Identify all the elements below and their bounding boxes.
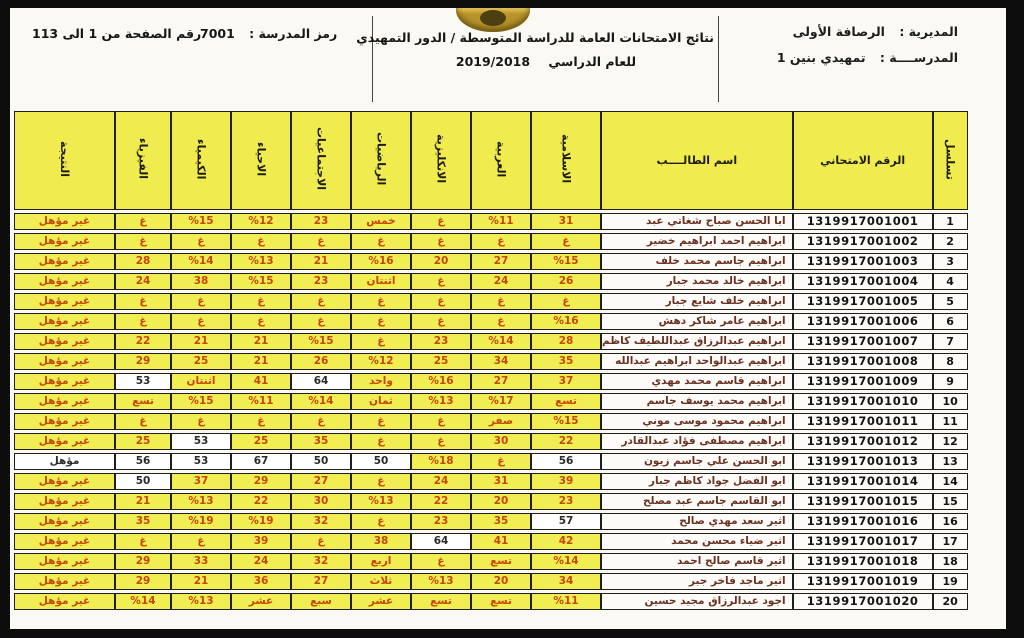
grade-cell: 37 [531, 373, 601, 390]
exam-number-cell: 1319917001019 [793, 573, 933, 590]
grade-cell: 23 [291, 213, 351, 230]
exam-number-cell: 1319917001008 [793, 353, 933, 370]
grade-cell: 22 [531, 433, 601, 450]
table-row [14, 353, 968, 370]
serial-cell: 18 [933, 553, 968, 570]
grade-cell: غ [171, 413, 231, 430]
student-name-cell: ابراهيم عامر شاكر دهش [601, 313, 793, 330]
table-row [14, 593, 968, 610]
student-name-cell: اثير ماجد فاخر جبر [601, 573, 793, 590]
results-page [10, 8, 1006, 638]
serial-cell: 11 [933, 413, 968, 430]
grade-cell: غ [411, 233, 471, 250]
serial-cell: 10 [933, 393, 968, 410]
serial-cell: 3 [933, 253, 968, 270]
grade-cell: 50 [115, 473, 171, 490]
table-row [14, 553, 968, 570]
grade-cell: صفر [471, 413, 531, 430]
grade-cell: غ [231, 233, 291, 250]
student-name-cell: ابراهيم مصطفى فؤاد عبدالقادر [601, 433, 793, 450]
grade-cell: 56 [115, 453, 171, 470]
grade-cell: %16 [411, 373, 471, 390]
grade-cell: %15 [531, 413, 601, 430]
grade-cell: %13 [411, 573, 471, 590]
grade-cell: 21 [171, 573, 231, 590]
bottom-letterbox-bar [0, 629, 1024, 638]
grade-cell: غ [411, 273, 471, 290]
grade-cell: غ [291, 233, 351, 250]
grade-cell: 24 [115, 273, 171, 290]
grade-cell: اثنتان [171, 373, 231, 390]
grade-cell: %15 [291, 333, 351, 350]
grade-cell: غ [411, 553, 471, 570]
grade-cell: 25 [411, 353, 471, 370]
grade-cell: 27 [471, 373, 531, 390]
grade-cell: 36 [231, 573, 291, 590]
grade-cell: 27 [471, 253, 531, 270]
grade-cell: 24 [471, 273, 531, 290]
grade-cell: 27 [291, 473, 351, 490]
student-name-cell: اثير قاسم صالح احمد [601, 553, 793, 570]
header-subject-english: الانكليزية [411, 111, 471, 210]
header-exam-number: الرقم الامتحاني [793, 111, 933, 210]
student-name-cell: ابراهيم احمد ابراهيم خضير [601, 233, 793, 250]
grade-cell: غ [471, 313, 531, 330]
grade-cell: غ [411, 433, 471, 450]
grade-cell: 21 [171, 333, 231, 350]
grade-cell: تسع [115, 393, 171, 410]
grade-cell: 25 [231, 433, 291, 450]
table-row [14, 393, 968, 410]
serial-cell: 5 [933, 293, 968, 310]
table-row [14, 573, 968, 590]
directorate-label: المديرية : [899, 24, 958, 39]
grade-cell: غ [171, 533, 231, 550]
grade-cell: %16 [351, 253, 411, 270]
grade-cell: 39 [231, 533, 291, 550]
exam-number-cell: 1319917001012 [793, 433, 933, 450]
exam-number-cell: 1319917001014 [793, 473, 933, 490]
grade-cell: %11 [471, 213, 531, 230]
grade-cell: 32 [291, 513, 351, 530]
grade-cell: 29 [231, 473, 291, 490]
serial-cell: 15 [933, 493, 968, 510]
result-cell: غير مؤهل [14, 333, 115, 350]
grade-cell: 23 [291, 273, 351, 290]
grade-cell: تسع [471, 553, 531, 570]
grade-cell: 33 [171, 553, 231, 570]
grade-cell: غ [115, 533, 171, 550]
grade-cell: 37 [171, 473, 231, 490]
academic-year-line [378, 54, 714, 69]
grade-cell: تسع [411, 593, 471, 610]
table-row [14, 433, 968, 450]
result-cell: غير مؤهل [14, 493, 115, 510]
student-name-cell: ابراهيم محمود موسى موني [601, 413, 793, 430]
student-name-cell: ابو الفضل جواد كاظم جبار [601, 473, 793, 490]
grade-cell: 26 [531, 273, 601, 290]
grade-cell: غ [291, 533, 351, 550]
school-value: تمهيدي بنين 1 [776, 50, 866, 65]
grade-cell: 64 [291, 373, 351, 390]
serial-cell: 16 [933, 513, 968, 530]
table-header [14, 111, 968, 210]
student-name-cell: ابو الحسن علي جاسم زيون [601, 453, 793, 470]
grade-cell: غ [471, 233, 531, 250]
grade-cell: %14 [115, 593, 171, 610]
student-name-cell: ابو القاسم جاسم عبد مصلح [601, 493, 793, 510]
grade-cell: %13 [171, 493, 231, 510]
exam-number-cell: 1319917001006 [793, 313, 933, 330]
grade-cell: غ [351, 313, 411, 330]
exam-number-cell: 1319917001015 [793, 493, 933, 510]
grade-cell: 29 [115, 553, 171, 570]
exam-number-cell: 1319917001016 [793, 513, 933, 530]
grade-cell: 22 [115, 333, 171, 350]
grade-cell: 20 [411, 253, 471, 270]
grade-cell: غ [351, 233, 411, 250]
grade-cell: سبع [291, 593, 351, 610]
grade-cell: غ [411, 413, 471, 430]
grade-cell: غ [115, 293, 171, 310]
grade-cell: غ [411, 313, 471, 330]
grade-cell: 53 [115, 373, 171, 390]
table-row [14, 413, 968, 430]
grade-cell: 29 [115, 573, 171, 590]
year-value: 2019/2018 [455, 54, 531, 69]
exam-number-cell: 1319917001010 [793, 393, 933, 410]
emblem-core [480, 10, 506, 26]
student-name-cell: ابراهيم عبدالرزاق عبداللطيف كاظم [601, 333, 793, 350]
grade-cell: 32 [291, 553, 351, 570]
exam-number-cell: 1319917001020 [793, 593, 933, 610]
student-name-cell: اجود عبدالرزاق مجيد حسين [601, 593, 793, 610]
exam-number-cell: 1319917001011 [793, 413, 933, 430]
grade-cell: غ [115, 413, 171, 430]
grade-cell: واحد [351, 373, 411, 390]
grade-cell: تسع [531, 393, 601, 410]
table-row [14, 333, 968, 350]
grade-cell: 28 [531, 333, 601, 350]
result-cell: غير مؤهل [14, 273, 115, 290]
table-row [14, 233, 968, 250]
serial-cell: 17 [933, 533, 968, 550]
grade-cell: 39 [531, 473, 601, 490]
results-table [14, 108, 968, 613]
serial-cell: 7 [933, 333, 968, 350]
header-student-name: اسم الطالــــب [601, 111, 793, 210]
grade-cell: %19 [231, 513, 291, 530]
header-serial: تسلسل [933, 111, 968, 210]
grade-cell: 21 [291, 253, 351, 270]
serial-cell: 19 [933, 573, 968, 590]
grade-cell: %13 [351, 493, 411, 510]
grade-cell: %13 [411, 393, 471, 410]
grade-cell: 21 [115, 493, 171, 510]
page-range: رقم الصفحة من 1 الى 113 [32, 26, 202, 41]
result-cell: غير مؤهل [14, 593, 115, 610]
grade-cell: غ [291, 293, 351, 310]
serial-cell: 2 [933, 233, 968, 250]
result-cell: غير مؤهل [14, 573, 115, 590]
grade-cell: غ [115, 213, 171, 230]
result-cell: غير مؤهل [14, 373, 115, 390]
grade-cell: اربع [351, 553, 411, 570]
grade-cell: %16 [531, 313, 601, 330]
grade-cell: 57 [531, 513, 601, 530]
grade-cell: 53 [171, 453, 231, 470]
result-cell: غير مؤهل [14, 513, 115, 530]
grade-cell: 25 [171, 353, 231, 370]
grade-cell: 27 [291, 573, 351, 590]
grade-cell: 29 [115, 353, 171, 370]
grade-cell: %14 [531, 553, 601, 570]
grade-cell: غ [231, 413, 291, 430]
grade-cell: 35 [115, 513, 171, 530]
grade-cell: 22 [411, 493, 471, 510]
header-subject-biology: الاحياء [231, 111, 291, 210]
header-divider-right [718, 16, 719, 102]
grade-cell: غ [471, 293, 531, 310]
grade-cell: غ [351, 413, 411, 430]
exam-number-cell: 1319917001004 [793, 273, 933, 290]
exam-number-cell: 1319917001005 [793, 293, 933, 310]
exam-number-cell: 1319917001003 [793, 253, 933, 270]
grade-cell: 30 [471, 433, 531, 450]
grade-cell: 30 [291, 493, 351, 510]
grade-cell: غ [351, 293, 411, 310]
school-code-block [200, 26, 337, 41]
header-divider-left [372, 16, 373, 102]
grade-cell: 41 [471, 533, 531, 550]
grade-cell: %14 [291, 393, 351, 410]
grade-cell: %14 [171, 253, 231, 270]
grade-cell: %13 [171, 593, 231, 610]
exam-number-cell: 1319917001013 [793, 453, 933, 470]
grade-cell: تسع [471, 593, 531, 610]
student-name-cell: ابراهيم عبدالواحد ابراهيم عبدالله [601, 353, 793, 370]
grade-cell: %12 [231, 213, 291, 230]
exam-number-cell: 1319917001002 [793, 233, 933, 250]
serial-cell: 14 [933, 473, 968, 490]
exam-number-cell: 1319917001017 [793, 533, 933, 550]
school-code-value: 7001 [200, 26, 235, 41]
grade-cell: غ [411, 213, 471, 230]
serial-cell: 4 [933, 273, 968, 290]
grade-cell: اثنتان [351, 273, 411, 290]
directorate-block [777, 24, 958, 76]
table-row [14, 253, 968, 270]
grade-cell: غ [231, 313, 291, 330]
table-row [14, 313, 968, 330]
serial-cell: 1 [933, 213, 968, 230]
table-row [14, 493, 968, 510]
directorate-value: الرصافة الأولى [792, 24, 885, 39]
student-name-cell: اثير ضياء محسن محمد [601, 533, 793, 550]
grade-cell: 31 [471, 473, 531, 490]
student-name-cell: ابا الحسن صباح شغاتي عبد [601, 213, 793, 230]
header-subject-islamic: الاسلامية [531, 111, 601, 210]
student-name-cell: اثير سعد مهدي صالح [601, 513, 793, 530]
grade-cell: 53 [171, 433, 231, 450]
table-row [14, 273, 968, 290]
result-cell: مؤهل [14, 453, 115, 470]
grade-cell: 35 [291, 433, 351, 450]
grade-cell: ثمان [351, 393, 411, 410]
grade-cell: %19 [171, 513, 231, 530]
serial-cell: 9 [933, 373, 968, 390]
header-subject-arabic: العربية [471, 111, 531, 210]
ministry-emblem-logo [456, 8, 530, 32]
school-label: المدرســــة : [879, 50, 958, 65]
grade-cell: غ [171, 293, 231, 310]
grade-cell: 50 [291, 453, 351, 470]
grade-cell: 64 [411, 533, 471, 550]
grade-cell: %11 [531, 593, 601, 610]
grade-cell: 28 [115, 253, 171, 270]
school-line [777, 50, 958, 65]
table-row [14, 453, 968, 470]
grade-cell: 42 [531, 533, 601, 550]
grade-cell: %14 [471, 333, 531, 350]
grade-cell: 22 [231, 493, 291, 510]
serial-cell: 6 [933, 313, 968, 330]
year-label: للعام الدراسي [548, 54, 637, 69]
header-subject-physics: الفيزياء [115, 111, 171, 210]
table-row [14, 293, 968, 310]
result-cell: غير مؤهل [14, 533, 115, 550]
grade-cell: 24 [231, 553, 291, 570]
grade-cell: عشر [231, 593, 291, 610]
exam-number-cell: 1319917001018 [793, 553, 933, 570]
page-title: نتائج الامتحانات العامة للدراسة المتوسطة / الدور التمهيدي [356, 30, 714, 45]
table-row [14, 513, 968, 530]
grade-cell: %18 [411, 453, 471, 470]
grade-cell: 67 [231, 453, 291, 470]
grade-cell: %15 [231, 273, 291, 290]
result-cell: غير مؤهل [14, 413, 115, 430]
grade-cell: 21 [231, 353, 291, 370]
header-subject-math: الرياضيات [351, 111, 411, 210]
grade-cell: 34 [531, 573, 601, 590]
grade-cell: غ [115, 233, 171, 250]
table-row [14, 533, 968, 550]
student-name-cell: ابراهيم قاسم محمد مهدي [601, 373, 793, 390]
grade-cell: %15 [171, 393, 231, 410]
result-cell: غير مؤهل [14, 253, 115, 270]
grade-cell: خمس [351, 213, 411, 230]
header-subject-chemistry: الكيمياء [171, 111, 231, 210]
grade-cell: 20 [471, 493, 531, 510]
student-name-cell: ابراهيم خلف شايع جبار [601, 293, 793, 310]
result-cell: غير مؤهل [14, 393, 115, 410]
serial-cell: 12 [933, 433, 968, 450]
student-name-cell: ابراهيم خالد محمد جبار [601, 273, 793, 290]
header-result: النتيجة [14, 111, 115, 210]
result-cell: غير مؤهل [14, 473, 115, 490]
grade-cell: 20 [471, 573, 531, 590]
result-cell: غير مؤهل [14, 233, 115, 250]
grade-cell: %17 [471, 393, 531, 410]
grade-cell: 24 [411, 473, 471, 490]
grade-cell: %15 [171, 213, 231, 230]
serial-cell: 20 [933, 593, 968, 610]
table-row [14, 473, 968, 490]
result-cell: غير مؤهل [14, 293, 115, 310]
grade-cell: غ [411, 293, 471, 310]
grade-cell: %13 [231, 253, 291, 270]
grade-cell: عشر [351, 593, 411, 610]
grade-cell: 31 [531, 213, 601, 230]
student-name-cell: ابراهيم محمد يوسف جاسم [601, 393, 793, 410]
result-cell: غير مؤهل [14, 433, 115, 450]
result-cell: غير مؤهل [14, 553, 115, 570]
table-row [14, 213, 968, 230]
grade-cell: غ [351, 333, 411, 350]
header-row [14, 111, 968, 210]
exam-number-cell: 1319917001001 [793, 213, 933, 230]
grade-cell: 38 [351, 533, 411, 550]
grade-cell: 23 [531, 493, 601, 510]
grade-cell: غ [115, 313, 171, 330]
grade-cell: 25 [115, 433, 171, 450]
serial-cell: 8 [933, 353, 968, 370]
serial-cell: 13 [933, 453, 968, 470]
directorate-line [777, 24, 958, 39]
grade-cell: 21 [231, 333, 291, 350]
grade-cell: غ [231, 293, 291, 310]
grade-cell: 50 [351, 453, 411, 470]
grade-cell: 26 [291, 353, 351, 370]
header-subject-social: الاجتماعيات [291, 111, 351, 210]
grade-cell: غ [171, 313, 231, 330]
student-name-cell: ابراهيم جاسم محمد خلف [601, 253, 793, 270]
grade-cell: ثلاث [351, 573, 411, 590]
grade-cell: غ [471, 453, 531, 470]
grade-cell: %15 [531, 253, 601, 270]
grade-cell: غ [351, 433, 411, 450]
grade-cell: 34 [471, 353, 531, 370]
result-cell: غير مؤهل [14, 353, 115, 370]
result-cell: غير مؤهل [14, 313, 115, 330]
grade-cell: غ [531, 293, 601, 310]
grade-cell: 35 [531, 353, 601, 370]
result-cell: غير مؤهل [14, 213, 115, 230]
grade-cell: %12 [351, 353, 411, 370]
grade-cell: %11 [231, 393, 291, 410]
grade-cell: 35 [471, 513, 531, 530]
grade-cell: 23 [411, 333, 471, 350]
grade-cell: 41 [231, 373, 291, 390]
table-row [14, 373, 968, 390]
grade-cell: غ [531, 233, 601, 250]
grade-cell: 56 [531, 453, 601, 470]
grade-cell: 23 [411, 513, 471, 530]
exam-number-cell: 1319917001007 [793, 333, 933, 350]
grade-cell: غ [351, 513, 411, 530]
grade-cell: غ [291, 413, 351, 430]
grade-cell: غ [351, 473, 411, 490]
title-block [356, 30, 714, 69]
grade-cell: غ [171, 233, 231, 250]
school-code-label: رمز المدرسة : [249, 26, 338, 41]
grade-cell: 38 [171, 273, 231, 290]
exam-number-cell: 1319917001009 [793, 373, 933, 390]
grade-cell: غ [291, 313, 351, 330]
results-tbody [14, 213, 968, 610]
